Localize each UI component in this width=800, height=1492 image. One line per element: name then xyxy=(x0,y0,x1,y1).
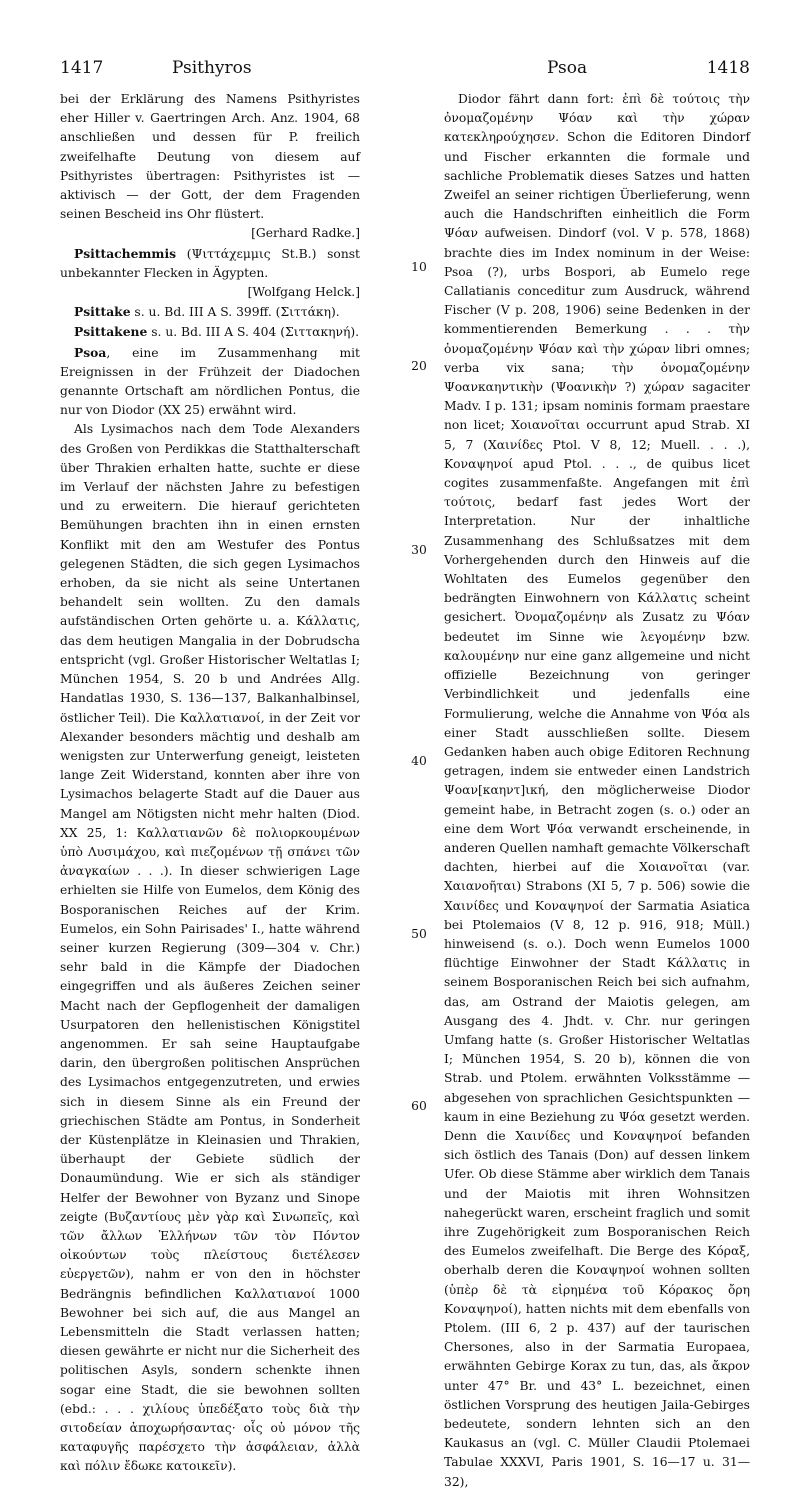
left-column xyxy=(60,90,360,1477)
line-number: 10 xyxy=(411,260,427,274)
entry-text: , eine im Zusammenhang mit Ereignissen in der Frühzeit der Diadochen genannte Ortschaft am nördlichen Pontus, die nur von Diodor (XX 25) erwähnt wird. xyxy=(60,345,360,418)
line-number: 50 xyxy=(411,927,427,941)
line-number: 60 xyxy=(411,1099,427,1113)
left-running-title: Psithyros xyxy=(172,58,252,78)
entry-psittachemmis xyxy=(60,244,360,283)
left-page-number: 1417 xyxy=(60,58,104,78)
entry-text: s. u. Bd. III A S. 399ff. (Σιττάκη). xyxy=(130,305,340,320)
line-number: 30 xyxy=(411,543,427,557)
entry-psittake xyxy=(60,302,360,322)
right-page-number: 1418 xyxy=(706,58,750,78)
entry-text: s. u. Bd. III A S. 404 (Σιττακηνή). xyxy=(147,325,360,340)
psoa-paragraph-continued: Diodor fährt dann fort: ἐπὶ δὲ τούτοις τὴν ὀνομαζομένην Ψόαν καὶ τὴν χώραν κατεκληρούχησεν. Schon die Editoren Dindorf und Fischer erkannten die formale und sachliche Problematik dieses Satzes und hatten Zweifel an seiner richtigen Überlieferung, wenn auch die Handschriften einheitlich die Form Ψόαν aufweisen. Dindorf (vol. V p. 578, 1868) brachte dies im Index nominum in der Weise: Psoa (?), urbs Bospori, ab Eumelo rege Callatianis conceditur zum Ausdruck, während Fischer (V p. 208, 1906) seine Bedenken in der kommentierenden Bemerkung . . . τὴν ὀνομαζομένην Ψόαν καὶ τὴν χώραν libri omnes; verba vix sana; τὴν ὀνομαζομένην Ψοανκαηντικὴν (Ψοανικὴν ?) χώραν sagaciter Madv. I p. 131; ipsam nominis formam praestare non licet; Χοιανοῖται occurrunt apud Strab. XI 5, 7 (Χαινίδες Ptol. V 8, 12; Muell. . . .), Κοναψηνοί apud Ptol. . . ., de quibus licet cogites zusammenfaßte. Angefangen mit ἐπὶ τούτοις, bedarf fast jedes Wort der Interpretation. Nur der inhaltliche Zusammenhang des Schlußsatzes mit dem Vorhergehenden durch den Hinweis auf die Wohltaten des Eumelos gegenüber den bedrängten Einwohnern von Κάλλατις scheint gesichert. Ὀνομαζομένην als Zusatz zu Ψόαν bedeutet im Sinne wie λεγομένην bzw. καλουμένην nur eine ganz allgemeine und nicht offizielle Bezeichnung von geringer Verbindlichkeit und jedenfalls eine Formulierung, welche die Annahme von Ψόα als einer Stadt ausschließen sollte. Diesem Gedanken haben auch obige Editoren Rechnung getragen, indem sie entweder einen Landstrich Ψοαν[καηντ]ική, den möglicherweise Diodor gemeint habe, in Betracht zogen (s. o.) oder an eine dem Wort Ψόα verwandt erscheinende, in anderen Quellen namhaft gemachte Völkerschaft dachten, hierbei auf die Χοιανοῖται (var. Χαιανοῆται) Strabons (XI 5, 7 p. 506) sowie die Χαινίδες und Κοναψηνοί der Sarmatia Asiatica bei Ptolemaios (V 8, 12 p. 916, 918; Müll.) hinweisend (s. o.). Doch wenn Eumelos 1000 flüchtige Einwohner der Stadt Κάλλατις in seinem Bosporanischen Reich bei sich aufnahm, das, am Ostrand der Maiotis gelegen, am Ausgang des 4. Jhdt. v. Chr. nur geringen Umfang hatte (s. Großer Historischer Weltatlas I; München 1954, S. 20 b), können die von Strab. und Ptolem. erwähnten Volksstämme — abgesehen von sprachlichen Gesichtspunkten — kaum in eine Beziehung zu Ψόα gesetzt werden. Denn die Χαινίδες und Κοναψηνοί befanden sich östlich des Tanais (Don) auf dessen linkem Ufer. Ob diese Stämme aber wirklich dem Tanais und der Maiotis mit ihren Wohnsitzen nahegerückt waren, erscheint fraglich und somit ihre Zugehörigkeit zum Bosporanischen Reich des Eumelos zweifelhaft. Die Berge des Κόραξ, oberhalb deren die Κοναψηνοί wohnen sollten (ὑπὲρ δὲ τὰ εἰρημένα τοῦ Κόρακος ὄρη Κοναψηνοί), hatten nichts mit dem ebenfalls von Ptolem. (III 6, 2 p. 437) auf der taurischen Chersones, also in der Sarmatia Europaea, erwähnten Gebirge Korax zu tun, das, als ἄκρον unter 47° Br. und 43° L. bezeichnet, einen östlichen Vorsprung des heutigen Jaila-Gebirges bedeutete, sondern lehnten sich an den Kaukasus an (vgl. C. Müller Claudii Ptolemaei Tabulae XXXVI, Paris 1901, S. 16—17 u. 31—32), xyxy=(444,92,750,1489)
psoa-paragraph: Als Lysimachos nach dem Tode Alexanders des Großen von Perdikkas die Statthalterschaft über Thrakien erhalten hatte, suchte er diese im Verlauf der nächsten Jahre zu befestigen und zu erweitern. Die hierauf gerichteten Bemühungen brachten ihn in einen ernsten Konflikt mit den am Westufer des Pontus gelegenen Städten, die sich gegen Lysimachos erhoben, da sie nicht als seine Untertanen behandelt sein wollten. Zu den damals aufständischen Orten gehörte u. a. Κάλλατις, das dem heutigen Mangalia in der Dobrudscha entspricht (vgl. Großer Historischer Weltatlas I; München 1954, S. 20 b und Andrées Allg. Handatlas 1930, S. 136—137, Balkanhalbinsel, östlicher Teil). Die Καλλατιανοί, in der Zeit vor Alexander besonders mächtig und deshalb am wenigsten zur Unterwerfung geneigt, leisteten lange Zeit Widerstand, konnten aber ihre von Lysimachos belagerte Stadt auf die Dauer aus Mangel am Nötigsten nicht mehr halten (Diod. XX 25, 1: Καλλατιανῶν δὲ πολιορκουμένων ὑπὸ Λυσιμάχου, καὶ πιεζομένων τῇ σπάνει τῶν ἀναγκαίων . . .). In dieser schwierigen Lage erhielten sie Hilfe von Eumelos, dem König des Bosporanischen Reiches auf der Krim. Eumelos, ein Sohn Pairisades' I., hatte während seiner kurzen Regierung (309—304 v. Chr.) sehr bald in die Kämpfe der Diadochen eingegriffen und als äußeres Zeichen seiner Macht nach der Gepflogenheit der damaligen Usurpatoren den hellenistischen Königstitel angenommen. Er sah seine Hauptaufgabe darin, den übergroßen politischen Ansprüchen des Lysimachos entgegenzutreten, und erwies sich in diesem Sinne als ein Freund der griechischen Städte am Pontus, in Sonderheit der Küstenplätze in Kleinasien und Thrakien, überhaupt der Gebiete südlich der Donaumündung. Wie er sich als ständiger Helfer der Bewohner von Byzanz und Sinope zeigte (Βυζαντίους μὲν γὰρ καὶ Σινωπεῖς, καὶ τῶν ἄλλων Ἑλλήνων τῶν τὸν Πόντον οἰκούντων τοὺς πλείστους διετέλεσεν εὐεργετῶν), nahm er von den in höchster Bedrängnis befindlichen Καλλατιανοί 1000 Bewohner bei sich auf, die aus Mangel an Lebensmitteln die Stadt verlassen hatten; diesen gewährte er nicht nur die Sicherheit des politischen Asyls, sondern schenkte ihnen sogar eine Stadt, die sie bewohnen sollten (ebd.: . . . χιλίους ὑπεδέξατο τοὺς διὰ τὴν σιτοδείαν ἀποχωρήσαντας· οἷς οὐ μόνον τῆς καταφυγῆς παρέσχετο τὴν ἀσφάλειαν, ἀλλὰ καὶ πόλιν ἔδωκε κατοικεῖν). xyxy=(60,422,360,1474)
right-running-title: Psoa xyxy=(547,58,588,78)
entry-text: (Ψιττάχεμμις St.B.) sonst unbekannter Flecken in Ägypten. xyxy=(60,246,360,280)
entry-psoa xyxy=(60,343,360,421)
lemma-psoa: Psoa xyxy=(74,344,107,360)
line-number: 40 xyxy=(411,754,427,768)
page-header xyxy=(60,58,750,80)
author-signature: [Wolfgang Helck.] xyxy=(247,285,360,300)
lemma-psittake: Psittake xyxy=(74,304,131,320)
lemma-psittachemmis: Psittachemmis xyxy=(74,245,177,261)
lemma-psittakene: Psittakene xyxy=(74,324,148,340)
psithyros-article-end: bei der Erklärung des Namens Psithyristes eher Hiller v. Gaertringen Arch. Anz. 1904, 68 anschließen und dessen für P. freilich zweifelhafte Deutung von diesem auf Psithyristes übertragen: Psithyristes ist — aktivisch — der Gott, der dem Fragenden seinen Bescheid ins Ohr flüstert. xyxy=(60,92,360,222)
entry-psittakene xyxy=(60,322,360,342)
right-column xyxy=(444,90,750,1492)
line-number: 20 xyxy=(411,359,427,373)
author-signature: [Gerhard Radke.] xyxy=(251,226,360,241)
